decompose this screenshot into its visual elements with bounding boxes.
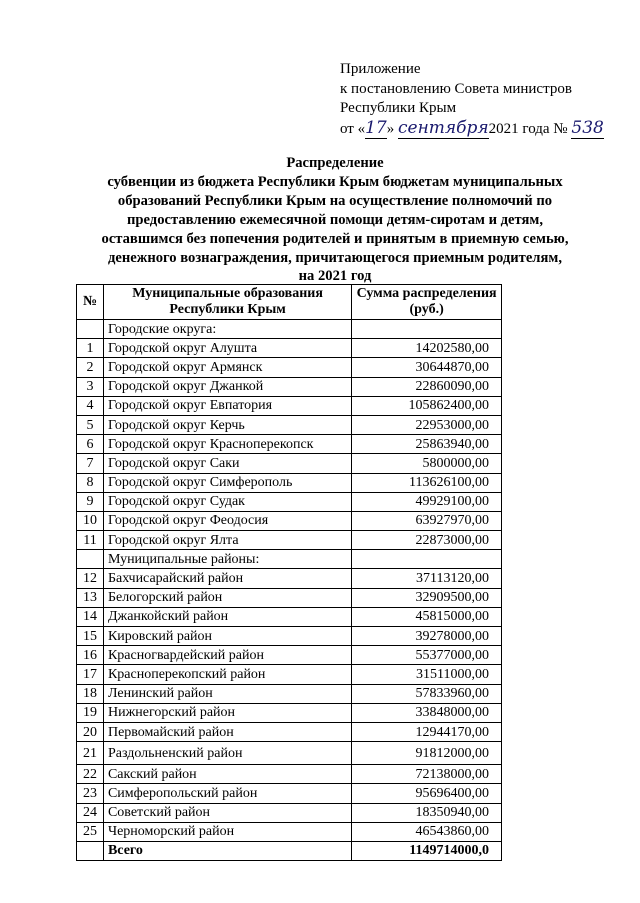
row-number: 17 [77, 665, 104, 684]
table-row [77, 377, 502, 396]
table-row [77, 511, 502, 530]
table-row [77, 627, 502, 646]
row-name: Ленинский район [103, 684, 351, 703]
appendix-republic: Республики Крым [340, 100, 457, 116]
row-name: Черноморский район [103, 822, 351, 841]
row-number: 9 [77, 492, 104, 511]
row-amount: 31511000,00 [352, 665, 502, 684]
row-name: Сакский район [103, 765, 351, 784]
row-name: Городской округ Судак [103, 492, 351, 511]
row-number: 21 [77, 742, 104, 765]
row-amount: 14202580,00 [352, 339, 502, 358]
table-row [77, 607, 502, 626]
row-amount: 30644870,00 [352, 358, 502, 377]
row-number: 13 [77, 588, 104, 607]
table-row [77, 803, 502, 822]
title-line: субвенции из бюджета Республики Крым бюджетам муниципальных [107, 173, 563, 190]
row-name: Городской округ Керчь [103, 415, 351, 434]
appendix-decree: к постановлению Совета министров [340, 80, 572, 97]
table-row [77, 822, 502, 841]
table-row [77, 703, 502, 722]
group-row-urban [77, 320, 502, 339]
table-row [77, 435, 502, 454]
row-amount: 46543860,00 [352, 822, 502, 841]
table-row [77, 722, 502, 741]
row-name: Красногвардейский район [103, 646, 351, 665]
row-name: Городской округ Джанкой [103, 377, 351, 396]
title-line: предоставлению ежемесячной помощи детям-сиротам и детям, [127, 211, 543, 228]
group-label: Городские округа: [103, 320, 351, 339]
row-name: Джанкойский район [103, 607, 351, 626]
row-number: 19 [77, 703, 104, 722]
row-amount: 49929100,00 [352, 492, 502, 511]
row-number: 11 [77, 531, 104, 550]
row-amount: 5800000,00 [352, 454, 502, 473]
table-row [77, 415, 502, 434]
row-number: 4 [77, 396, 104, 415]
table-row [77, 765, 502, 784]
row-amount: 113626100,00 [352, 473, 502, 492]
table-row [77, 784, 502, 803]
row-number: 1 [77, 339, 104, 358]
row-number: 2 [77, 358, 104, 377]
group-label: Муниципальные районы: [103, 550, 351, 569]
row-number: 22 [77, 765, 104, 784]
row-amount: 22860090,00 [352, 377, 502, 396]
table-row [77, 396, 502, 415]
total-row [77, 841, 502, 860]
table-row [77, 454, 502, 473]
row-amount: 105862400,00 [352, 396, 502, 415]
row-number: 3 [77, 377, 104, 396]
row-amount: 45815000,00 [352, 607, 502, 626]
title-line: на 2021 год [298, 268, 372, 285]
table-row [77, 665, 502, 684]
row-name: Бахчисарайский район [103, 569, 351, 588]
table-row [77, 473, 502, 492]
row-number: 6 [77, 435, 104, 454]
row-amount: 18350940,00 [352, 803, 502, 822]
row-number: 16 [77, 646, 104, 665]
doc-number: 538 [571, 117, 604, 138]
date-quote: » [386, 120, 395, 137]
row-amount: 12944170,00 [352, 722, 502, 741]
row-name: Городской округ Саки [103, 454, 351, 473]
row-number: 25 [77, 822, 104, 841]
row-name: Городской округ Красноперекопск [103, 435, 351, 454]
row-amount: 57833960,00 [352, 684, 502, 703]
row-name: Городской округ Армянск [103, 358, 351, 377]
row-name: Красноперекопский район [103, 665, 351, 684]
row-name: Городской округ Симферополь [103, 473, 351, 492]
table-row [77, 684, 502, 703]
table-row [77, 588, 502, 607]
row-amount: 72138000,00 [352, 765, 502, 784]
table-row [77, 339, 502, 358]
title-line: денежного вознаграждения, причитающегося приемным родителям, [108, 249, 562, 266]
row-number: 24 [77, 803, 104, 822]
row-name: Советский район [103, 803, 351, 822]
appendix-label: Приложение [340, 61, 421, 77]
appendix-header [340, 60, 604, 139]
group-row-districts [77, 550, 502, 569]
row-number: 23 [77, 784, 104, 803]
row-name: Кировский район [103, 627, 351, 646]
distribution-table [76, 284, 502, 861]
date-prefix: от « [340, 120, 366, 137]
header-num: № [77, 285, 104, 320]
row-number: 10 [77, 511, 104, 530]
title-line: Распределение [286, 155, 384, 171]
table-row [77, 742, 502, 765]
table-row [77, 531, 502, 550]
document-title [80, 154, 590, 286]
table-row [77, 492, 502, 511]
row-name: Городской округ Евпатория [103, 396, 351, 415]
row-amount: 37113120,00 [352, 569, 502, 588]
row-amount: 33848000,00 [352, 703, 502, 722]
row-number: 12 [77, 569, 104, 588]
row-amount: 22873000,00 [352, 531, 502, 550]
date-month: сентября [398, 117, 489, 138]
total-amount: 1149714000,0 [352, 841, 502, 860]
row-amount: 32909500,00 [352, 588, 502, 607]
row-number: 7 [77, 454, 104, 473]
total-label: Всего [103, 841, 351, 860]
row-number: 15 [77, 627, 104, 646]
row-amount: 95696400,00 [352, 784, 502, 803]
row-number: 8 [77, 473, 104, 492]
date-year: 2021 года № [488, 120, 568, 137]
row-number: 18 [77, 684, 104, 703]
row-amount: 91812000,00 [352, 742, 502, 765]
table-row [77, 358, 502, 377]
row-name: Симферопольский район [103, 784, 351, 803]
row-number: 14 [77, 607, 104, 626]
header-name: Муниципальные образования Республики Крым [103, 285, 351, 320]
title-line: оставшимся без попечения родителей и принятым в приемную семью, [101, 230, 569, 247]
header-amount: Сумма распределения (руб.) [352, 285, 502, 320]
row-number: 5 [77, 415, 104, 434]
row-name: Городской округ Феодосия [103, 511, 351, 530]
appendix-date-line [340, 119, 604, 140]
row-name: Белогорский район [103, 588, 351, 607]
row-number: 20 [77, 722, 104, 741]
row-amount: 55377000,00 [352, 646, 502, 665]
row-amount: 25863940,00 [352, 435, 502, 454]
title-line: образований Республики Крым на осуществление полномочий по [117, 192, 553, 209]
table-body [77, 320, 502, 861]
row-name: Раздольненский район [103, 742, 351, 765]
row-amount: 22953000,00 [352, 415, 502, 434]
row-amount: 39278000,00 [352, 627, 502, 646]
row-name: Городской округ Алушта [103, 339, 351, 358]
table-row [77, 646, 502, 665]
row-name: Городской округ Ялта [103, 531, 351, 550]
date-day: 17 [365, 117, 387, 138]
row-amount: 63927970,00 [352, 511, 502, 530]
row-name: Нижнегорский район [103, 703, 351, 722]
table-header-row [77, 285, 502, 320]
table-row [77, 569, 502, 588]
row-name: Первомайский район [103, 722, 351, 741]
